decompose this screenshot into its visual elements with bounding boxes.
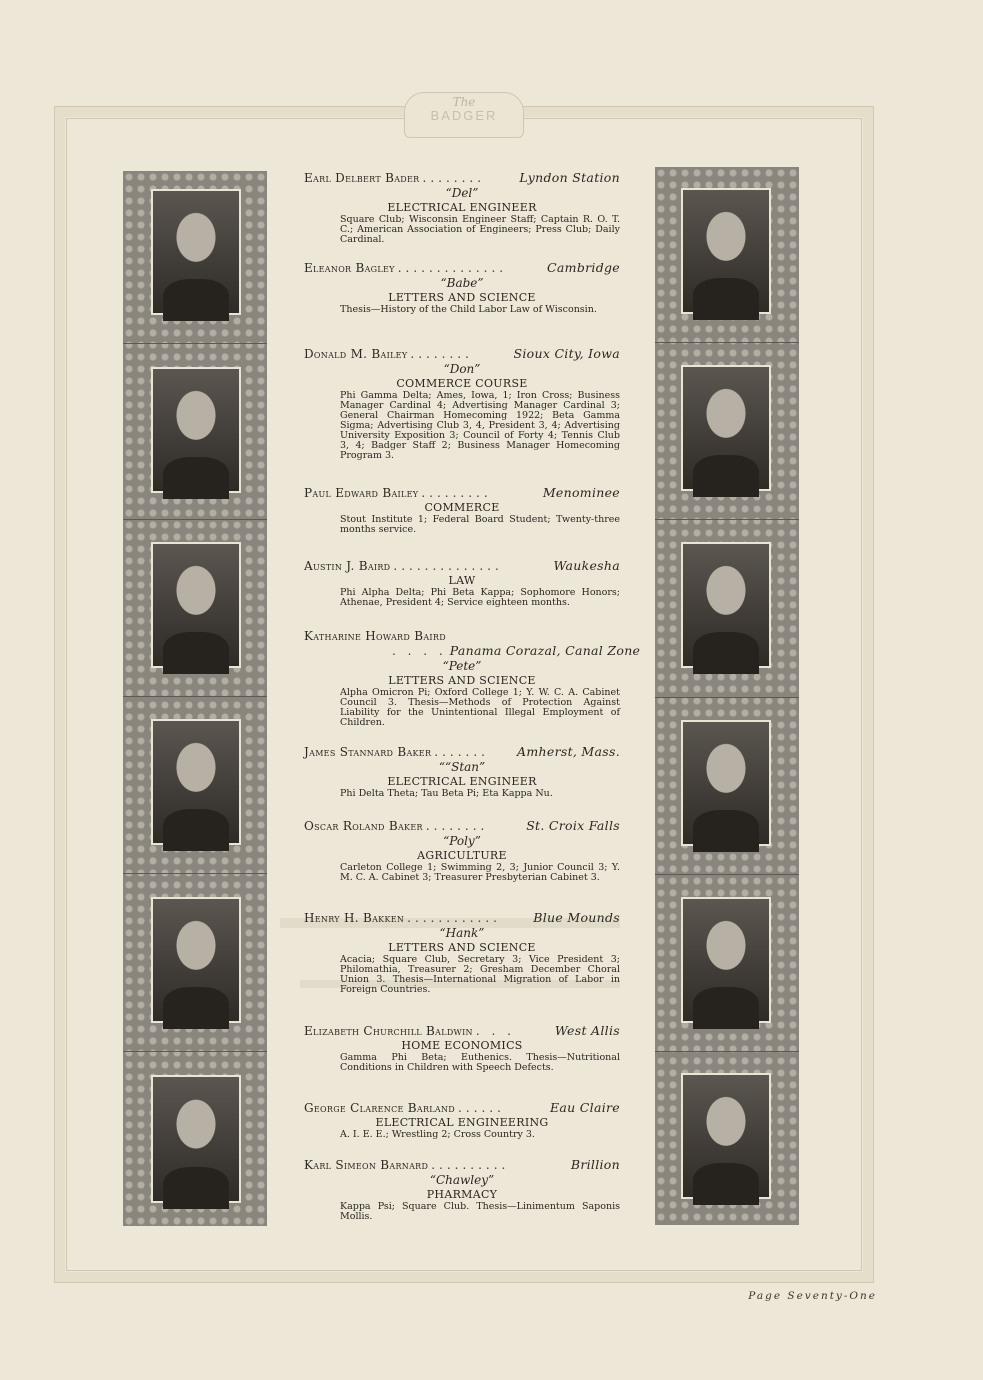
- entry-activities: Kappa Psi; Square Club. Thesis—Linimentum Saponis Mollis.: [340, 1201, 620, 1222]
- entry-activities: Alpha Omicron Pi; Oxford College 1; Y. W. C. A. Cabinet Council 3. Thesis—Methods of Protection Against Liability for the Unintentional Illegal Employment of Children.: [340, 687, 620, 728]
- entry-name: Katharine Howard Baird: [304, 629, 446, 643]
- entry-home: Waukesha: [553, 558, 620, 573]
- portrait-baldwin: [681, 720, 771, 846]
- portrait-k-baird: [151, 1075, 241, 1203]
- entry-course: ELECTRICAL ENGINEER: [387, 201, 537, 214]
- entry-course: HOME ECONOMICS: [401, 1039, 523, 1052]
- entry-barland: George Clarence Barland ...... Eau Claire ELECTRICAL ENGINEERING A. I. E. E.; Wrestling 2; Cross Country 3.: [304, 1100, 620, 1140]
- entry-k-baird: Katharine Howard Baird . . . . Panama Corazal, Canal Zone “Pete” LETTERS AND SCIENCE Alpha Omicron Pi; Oxford College 1; Y. W. C. A. Cabinet Council 3. Thesis—Methods of Protection Against Liability for the Unintentional Illegal Employment of Children.: [304, 629, 641, 728]
- entry-home: Lyndon Station: [519, 170, 620, 185]
- portrait-d-bailey: [151, 542, 241, 668]
- entry-nickname: “Chawley”: [429, 1173, 495, 1187]
- entry-nickname: “Don”: [443, 362, 481, 376]
- entry-name: Elizabeth Churchill Baldwin: [304, 1024, 473, 1038]
- entry-d-bailey: Donald M. Bailey ........ Sioux City, Iowa “Don” COMMERCE COURSE Phi Gamma Delta; Ames, Iowa, 1; Iron Cross; Business Manager Cardinal 4; Advertising Manager Cardinal 3; General Chairman Homecoming 1922; Beta Gamma Sigma; Advertising Club 3, 4, President 3, 4; Advertising University Exposition 3; Council of Forty 4; Tennis Club 3, 4; Badger Staff 2; Business Manager Homecoming Program 3.: [304, 346, 620, 461]
- entry-name: Austin J. Baird: [304, 559, 391, 573]
- entry-course: LETTERS AND SCIENCE: [388, 291, 536, 304]
- portrait-bader: [151, 189, 241, 315]
- entry-activities: Gamma Phi Beta; Euthenics. Thesis—Nutritional Conditions in Children with Speech Defects.: [340, 1052, 620, 1073]
- entry-nickname: “Poly”: [443, 834, 481, 848]
- entry-home: Menominee: [542, 485, 620, 500]
- entry-nickname: ““Stan”: [438, 760, 486, 774]
- entry-course: ELECTRICAL ENGINEER: [387, 775, 537, 788]
- entry-home: Sioux City, Iowa: [513, 346, 620, 361]
- entry-activities: Stout Institute 1; Federal Board Student; Twenty-three months service.: [340, 514, 620, 535]
- entry-activities: Acacia; Square Club, Secretary 3; Vice President 3; Philomathia, Treasurer 2; Gresham December Choral Union 3. Thesis—International Migration of Labor in Foreign Countries.: [340, 954, 620, 995]
- entry-nickname: “Pete”: [442, 659, 482, 673]
- entry-home: Brillion: [570, 1157, 620, 1172]
- entry-nickname: “Hank”: [439, 926, 485, 940]
- entry-activities: Phi Gamma Delta; Ames, Iowa, 1; Iron Cross; Business Manager Cardinal 4; Advertising Manager Cardinal 3; General Chairman Homecoming 1922; Beta Gamma Sigma; Advertising Club 3, 4, President 3, 4; Advertising University Exposition 3; Council of Forty 4; Tennis Club 3, 4; Badger Staff 2; Business Manager Homecoming Program 3.: [340, 390, 620, 461]
- entry-course: PHARMACY: [426, 1188, 498, 1201]
- entry-home: West Allis: [554, 1023, 620, 1038]
- entry-course: LETTERS AND SCIENCE: [388, 674, 536, 687]
- portrait-a-baird: [151, 897, 241, 1023]
- entry-nickname: “Del”: [445, 186, 479, 200]
- left-photo-column: [123, 171, 267, 1226]
- badger-crest: [404, 92, 524, 138]
- entry-p-bailey: Paul Edward Bailey ......... Menominee COMMERCE Stout Institute 1; Federal Board Student; Twenty-three months service.: [304, 485, 620, 535]
- entry-home: St. Croix Falls: [526, 818, 620, 833]
- entry-name: Eleanor Bagley: [304, 261, 395, 275]
- portrait-barnard: [681, 1073, 771, 1199]
- entry-barnard: Karl Simeon Barnard .......... Brillion “Chawley” PHARMACY Kappa Psi; Square Club. Thesis—Linimentum Saponis Mollis.: [304, 1157, 620, 1222]
- entry-course: COMMERCE COURSE: [396, 377, 528, 390]
- entry-course: AGRICULTURE: [417, 849, 507, 862]
- entry-activities: Phi Delta Theta; Tau Beta Pi; Eta Kappa Nu.: [340, 788, 553, 799]
- entry-a-baird: Austin J. Baird .............. Waukesha LAW Phi Alpha Delta; Phi Beta Kappa; Sophomore Honors; Athenae, President 4; Service eighteen months.: [304, 558, 620, 608]
- entry-activities: Phi Alpha Delta; Phi Beta Kappa; Sophomore Honors; Athenae, President 4; Service eighteen months.: [340, 587, 620, 608]
- entry-course: COMMERCE: [424, 501, 500, 514]
- entry-name: Donald M. Bailey: [304, 347, 408, 361]
- entry-name: Oscar Roland Baker: [304, 819, 423, 833]
- portrait-o-baker: [681, 365, 771, 491]
- entry-activities: A. I. E. E.; Wrestling 2; Cross Country 3.: [340, 1129, 535, 1140]
- entry-course: ELECTRICAL ENGINEERING: [375, 1116, 549, 1129]
- entry-activities: Thesis—History of the Child Labor Law of Wisconsin.: [340, 304, 597, 315]
- entry-home: Eau Claire: [550, 1100, 620, 1115]
- entry-course: LETTERS AND SCIENCE: [388, 941, 536, 954]
- entry-o-baker: Oscar Roland Baker ........ St. Croix Falls “Poly” AGRICULTURE Carleton College 1; Swimming 2, 3; Junior Council 3; Y. M. C. A. Cabinet 3; Treasurer Presbyterian Cabinet 3.: [304, 818, 620, 883]
- portrait-p-bailey: [151, 719, 241, 845]
- page-number: Page Seventy-One: [748, 1290, 877, 1302]
- entry-activities: Carleton College 1; Swimming 2, 3; Junior Council 3; Y. M. C. A. Cabinet 3; Treasurer Presbyterian Cabinet 3.: [340, 862, 620, 883]
- entry-name: Karl Simeon Barnard: [304, 1158, 429, 1172]
- entry-home: Blue Mounds: [533, 910, 620, 925]
- entry-bader: Earl Delbert Bader ........ Lyndon Station “Del” ELECTRICAL ENGINEER Square Club; Wisconsin Engineer Staff; Captain R. O. T. C.; American Association of Engineers; Press Club; Daily Cardinal.: [304, 170, 620, 245]
- entry-name: Henry H. Bakken: [304, 911, 405, 925]
- entry-baldwin: Elizabeth Churchill Baldwin . . . West Allis HOME ECONOMICS Gamma Phi Beta; Euthenics. Thesis—Nutritional Conditions in Children with Speech Defects.: [304, 1023, 620, 1073]
- entry-j-baker: James Stannard Baker ....... Amherst, Mass. ““Stan” ELECTRICAL ENGINEER Phi Delta Theta; Tau Beta Pi; Eta Kappa Nu.: [304, 744, 620, 799]
- entry-bakken: Henry H. Bakken ............ Blue Mounds “Hank” LETTERS AND SCIENCE Acacia; Square Club, Secretary 3; Vice President 3; Philomathia, Treasurer 2; Gresham December Choral Union 3. Thesis—International Migration of Labor in Foreign Countries.: [304, 910, 620, 995]
- entry-home: Panama Corazal, Canal Zone: [449, 643, 641, 658]
- crest-the: The: [452, 95, 476, 109]
- portrait-j-baker: [681, 188, 771, 314]
- entry-nickname: “Babe”: [440, 276, 484, 290]
- right-photo-column: [655, 167, 799, 1225]
- portrait-bakken: [681, 542, 771, 668]
- portrait-bagley: [151, 367, 241, 493]
- crest-badger: BADGER: [430, 108, 498, 123]
- entry-activities: Square Club; Wisconsin Engineer Staff; Captain R. O. T. C.; American Association of Engineers; Press Club; Daily Cardinal.: [340, 214, 620, 245]
- entry-home: Amherst, Mass.: [517, 744, 620, 759]
- entry-name: Paul Edward Bailey: [304, 486, 419, 500]
- entry-name: Earl Delbert Bader: [304, 171, 420, 185]
- entry-bagley: Eleanor Bagley .............. Cambridge “Babe” LETTERS AND SCIENCE Thesis—History of the Child Labor Law of Wisconsin.: [304, 260, 620, 315]
- portrait-barland: [681, 897, 771, 1023]
- entry-name: George Clarence Barland: [304, 1101, 455, 1115]
- entry-course: LAW: [448, 574, 476, 587]
- entry-home: Cambridge: [547, 260, 620, 275]
- entry-name: James Stannard Baker: [304, 745, 432, 759]
